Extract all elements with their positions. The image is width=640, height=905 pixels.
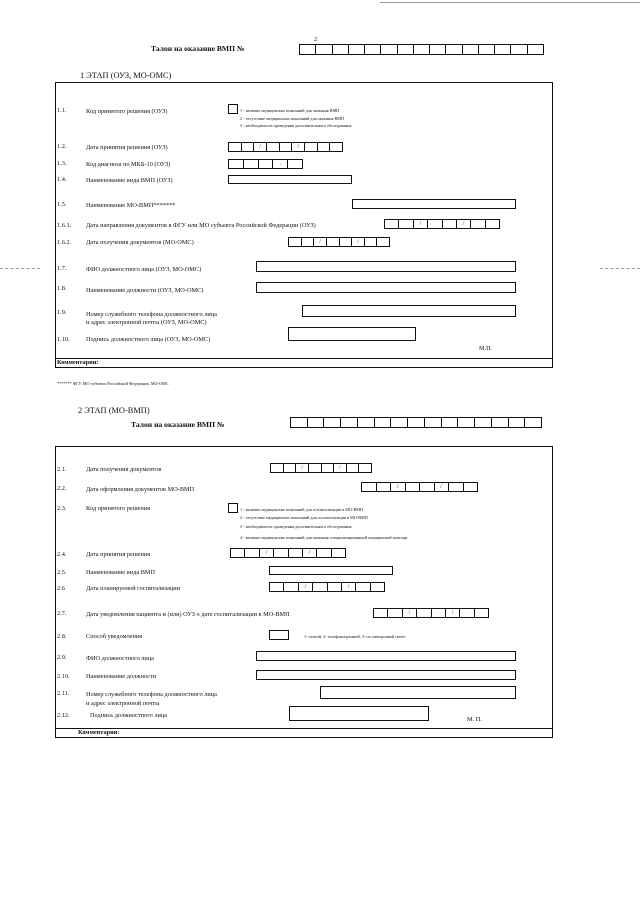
field-label: Дата уведомления пациента и (или) ОУЗ о дате госпитализации в МО-ВМП [86, 611, 290, 618]
footnote: ******* ФГУ, МО субъекта Российской Федерации, МО-ОМС [57, 381, 169, 386]
s2-position-field[interactable] [256, 670, 516, 680]
decision-code-note: 1 - наличие медицинских показаний для оказания ВМП [240, 108, 340, 113]
field-label: Наименование вида ВМП [86, 569, 156, 576]
stamp-mark: М.П. [479, 345, 493, 352]
stage1-bottom-border [55, 367, 553, 368]
row-number: 1.5. [57, 201, 67, 208]
field-label: ФИО должностного лица (ОУЗ, МО-ОМС) [86, 266, 202, 273]
comments-label: Комментарии: [57, 359, 99, 366]
field-label: Подпись должностного лица (ОУЗ, МО-ОМС) [86, 336, 211, 343]
row-number: 2.5. [57, 569, 67, 576]
field-label: Код диагноза по МКБ-10 (ОУЗ) [86, 161, 171, 168]
s2-phone-email-field[interactable] [320, 686, 516, 699]
s2-notify-date-field[interactable]: / / [373, 608, 489, 618]
row-number: 2.11. [57, 690, 70, 697]
row-number: 2.12. [57, 712, 70, 719]
row-number: 1.9. [57, 309, 67, 316]
field-label: Способ уведомления [86, 633, 143, 640]
position-field[interactable] [256, 282, 516, 293]
stamp-mark: М. П. [467, 716, 482, 723]
stage1-right-border [552, 82, 553, 368]
s2-notify-method-input[interactable] [269, 630, 289, 640]
scan-edge-mark [0, 268, 40, 269]
row-number: 2.3. [57, 505, 67, 512]
decision-code-note: 2 - отсутствие медицинских показаний для оказания ВМП [240, 116, 344, 121]
ticket-number-field[interactable] [299, 44, 544, 55]
official-name-field[interactable] [256, 261, 516, 272]
stage1-heading: 1 ЭТАП (ОУЗ, МО-ОМС) [80, 71, 172, 80]
receive-date-field[interactable]: / / [288, 237, 390, 247]
field-label: Дата принятия решения (ОУЗ) [86, 144, 168, 151]
decision-code-note: 3 - необходимость проведения дополнительного обследования [240, 524, 352, 529]
send-date-field[interactable]: / / [384, 219, 500, 229]
notify-methods-note: 1- почтой, 2- телефонограммой, 3- по электронной почте [304, 634, 406, 639]
field-label: Дата принятия решения [86, 551, 151, 558]
s2-decision-code-input[interactable] [228, 503, 238, 513]
diagnosis-code-field[interactable]: . [228, 159, 303, 169]
field-label: и адрес электронной почты (ОУЗ, МО-ОМС) [86, 319, 207, 326]
ticket-title: Талон на оказание ВМП № [151, 44, 245, 53]
comments-label: Комментарии: [78, 729, 120, 736]
stage2-top-border [55, 446, 553, 447]
scan-edge-mark [600, 268, 640, 269]
field-label: и адрес электронной почты [86, 700, 160, 707]
row-number: 1.7. [57, 265, 67, 272]
field-label: Код принятого решения [86, 505, 150, 512]
decision-code-note: 3 - необходимость проведения дополнительного обследования [240, 123, 352, 128]
stage2-ticket-number-field[interactable] [290, 417, 542, 428]
signature-field[interactable] [288, 327, 416, 341]
row-number: 1.10. [57, 336, 70, 343]
row-number: 2.7. [57, 610, 67, 617]
s2-official-name-field[interactable] [256, 651, 516, 661]
row-number: 2.9. [57, 654, 67, 661]
field-label: Дата оформления документов МО-ВМП [86, 486, 195, 493]
s2-hospitalization-date-field[interactable]: / / [269, 582, 385, 592]
field-label: Наименование должности [86, 673, 157, 680]
s2-signature-field[interactable] [289, 706, 429, 721]
field-label: Дата направления документов в ФГУ или МО субъекта Российской Федерации (ОУЗ) [86, 222, 316, 229]
decision-code-note: 4 - наличие медицинских показаний для оказания специализированной медицинской помощи [240, 535, 408, 540]
row-number: 1.3. [57, 160, 67, 167]
stage2-right-border [552, 446, 553, 738]
field-label: Дата планируемой госпитализации [86, 585, 181, 592]
field-label: Наименование должности (ОУЗ, МО-ОМС) [86, 287, 204, 294]
stage2-comment-divider [55, 728, 553, 729]
row-number: 2.2. [57, 485, 67, 492]
mo-vmp-name-field[interactable] [352, 199, 516, 209]
row-number: 1.6.2. [57, 239, 72, 246]
stage2-ticket-title: Талон на оказание ВМП № [131, 420, 225, 429]
row-number: 2.10. [57, 673, 70, 680]
decision-code-input[interactable] [228, 104, 238, 114]
row-number: 1.1. [57, 107, 67, 114]
stage1-top-border [55, 82, 553, 83]
field-label: Номер служебного телефона должностного лица [86, 311, 217, 318]
decision-code-note: 1 - наличие медицинских показаний для госпитализации в МО-ВМП [240, 507, 364, 512]
field-label: ФИО должностного лица [86, 655, 154, 662]
s2-issue-date-field[interactable]: / / [361, 482, 478, 492]
row-number: 2.1. [57, 466, 67, 473]
row-number: 2.8. [57, 633, 67, 640]
field-label: Дата получения документов [86, 466, 162, 473]
row-number: 1.2. [57, 143, 67, 150]
scan-top-edge [380, 2, 640, 3]
field-label: Номер служебного телефона должностного лица [86, 691, 217, 698]
row-number: 1.8. [57, 285, 67, 292]
s2-vmp-type-field[interactable] [269, 566, 393, 575]
stage1-comment-divider [55, 358, 553, 359]
stage2-heading: 2 ЭТАП (МО-ВМП) [78, 406, 150, 415]
decision-code-note: 2 - отсутствие медицинских показаний для госпитализации в МО-ВМП [240, 515, 368, 520]
decision-date-field[interactable]: / / [228, 142, 343, 152]
field-label: Наименование вида ВМП (ОУЗ) [86, 177, 173, 184]
field-label: Код принятого решения (ОУЗ) [86, 108, 168, 115]
page-number: 2 [314, 36, 318, 43]
field-label: Дата получения документов (МО-ОМС) [86, 239, 194, 246]
row-number: 1.4. [57, 176, 67, 183]
s2-receive-date-field[interactable]: / / [270, 463, 372, 473]
row-number: 2.4. [57, 551, 67, 558]
stage2-bottom-border [55, 737, 553, 738]
stage1-left-border [55, 82, 56, 368]
phone-email-field[interactable] [302, 305, 516, 317]
row-number: 2.6 [57, 585, 65, 592]
stage2-left-border [55, 446, 56, 738]
vmp-type-field[interactable] [228, 175, 352, 184]
s2-decision-date-field[interactable]: / / [230, 548, 346, 558]
field-label: Подпись должностного лица [90, 712, 168, 719]
row-number: 1.6.1. [57, 222, 72, 229]
field-label: Наименование МО-ВМП******* [86, 202, 176, 209]
